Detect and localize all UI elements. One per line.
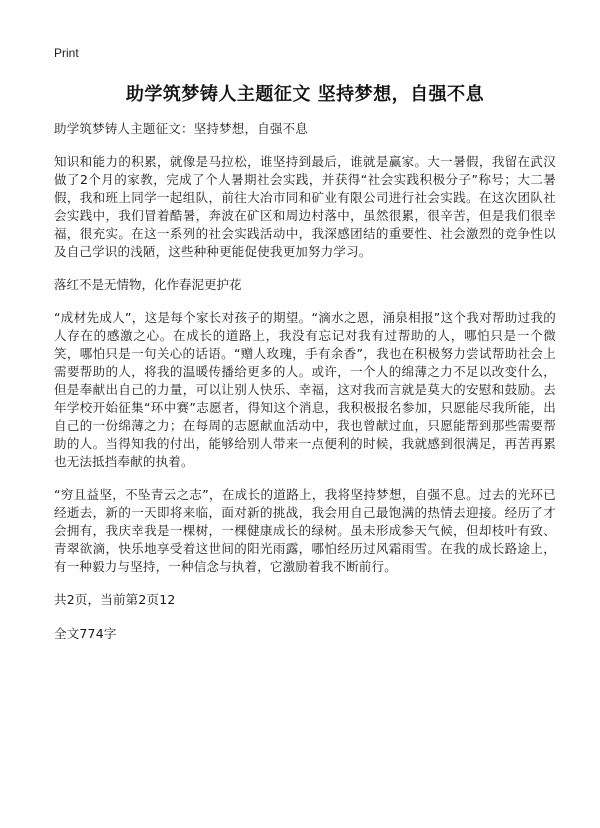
article-paragraph-3: “穷且益坚，不坠青云之志”，在成长的道路上，我将坚持梦想，自强不息。过去的光环已经逝去，新的一天即将来临，面对新的挑战，我会用自己最饱满的热情去迎接。经历了才会拥有，我庆幸我是一棵树，一棵健康成长的绿树。虽未形成参天气候，但却枝叶有致、青翠欲滴，快乐地享受着这世间的阳光雨露，哪怕经历过风霜雨雪。在我的成长路途上，有一种毅力与坚持，一种信念与执着，它激励着我不断前行。 [54, 487, 556, 574]
article-subtitle: 助学筑梦铸人主题征文：坚持梦想，自强不息 [54, 121, 309, 136]
article-paragraph-2: “成材先成人”，这是每个家长对孩子的期望。“滴水之恩，涌泉相报”这个我对帮助过我的人存在的感激之心。在成长的道路上，我没有忘记对我有过帮助的人，哪怕只是一个微笑，哪怕只是一句关心的话语。“赠人玫瑰，手有余香”，我也在积极努力尝试帮助社会上需要帮助的人，将我的温暖传播给更多的人。或许，一个人的绵薄之力不足以改变什么，但是奉献出自己的力量，可以让别人快乐、幸福，这对我而言就是莫大的安慰和鼓励。去年学校开始征集“环中赛”志愿者，得知这个消息，我积极报名参加，只愿能尽我所能，出自己的一份绵薄之力；在每周的志愿献血活动中，我也曾献过血，只愿能帮到那些需要帮助的人。当得知我的付出，能够给别人带来一点便利的时候，我就感到很满足，再苦再累也无法抵挡奉献的执着。 [54, 310, 556, 469]
article-title: 助学筑梦铸人主题征文 坚持梦想，自强不息 [125, 84, 485, 105]
pagination-info: 共2页，当前第2页 [54, 592, 160, 607]
article-paragraph-1: 知识和能力的积累，就像是马拉松，谁坚持到最后，谁就是赢家。大一暑假，我留在武汉做了2个月的家教，完成了个人暑期社会实践，并获得“社会实践积极分子”称号；大二暑假，我和班上同学一起组队，前往大冶市同和矿业有限公司进行社会实践。在这次团队社会实践中，我们冒着酷暑，奔波在矿区和周边村落中，虽然很累，很辛苦，但是我们很幸福，很充实。在这一系列的社会实践活动中，我深感团结的重要性、社会激烈的竞争性以及自己学识的浅陋，这些种种更能促使我更加努力学习。 [54, 154, 556, 259]
page-link-1[interactable]: 1 [159, 592, 168, 607]
word-count: 全文774字 [54, 626, 117, 641]
pagination [54, 591, 556, 609]
page-link-2[interactable]: 2 [167, 592, 176, 607]
print-link[interactable]: Print [54, 46, 79, 60]
section-heading: 落红不是无情物，化作春泥更护花 [54, 277, 242, 292]
